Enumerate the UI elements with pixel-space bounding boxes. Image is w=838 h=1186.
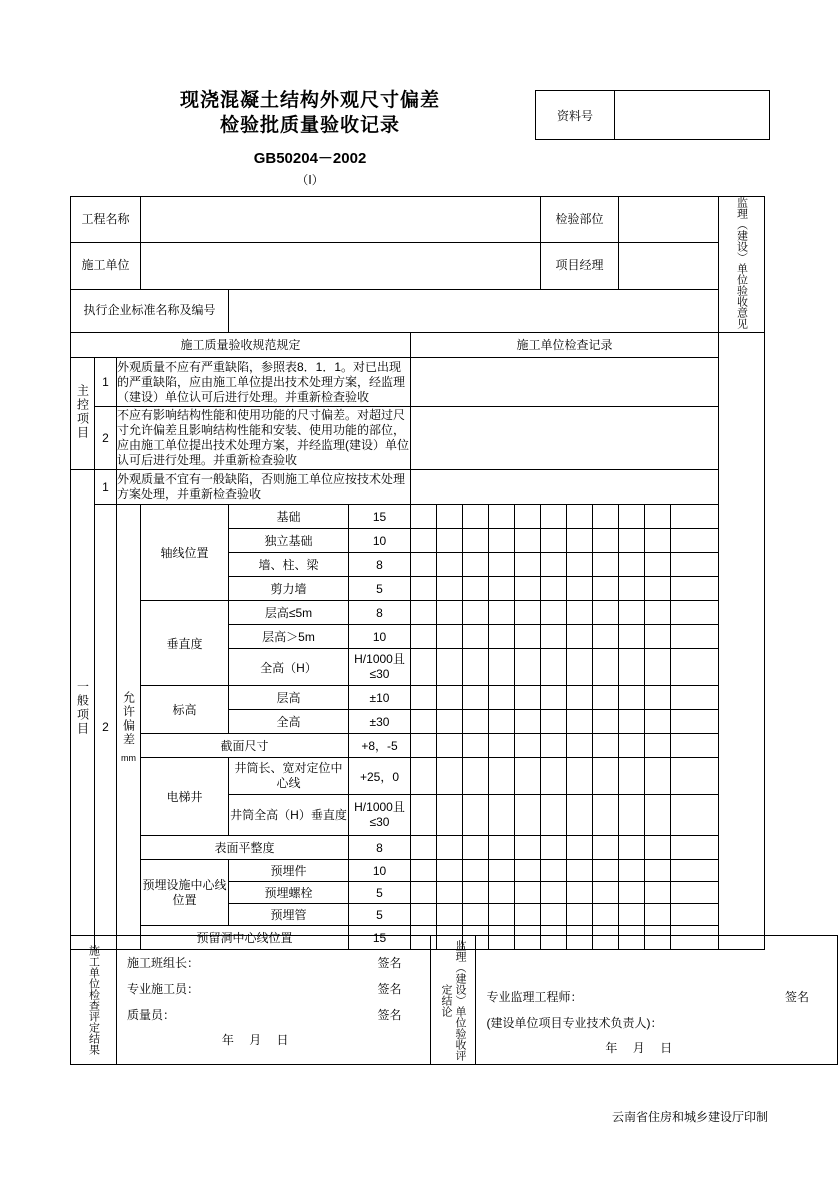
row-construction-unit <box>71 243 765 289</box>
main-item-2-text: 不应有影响结构性能和使用功能的尺寸偏差。对超过尺寸允许偏差且影响结构性能和安装、使用功能的部位，应由施工单位提出技术处理方案，并经监理(建设）单位认可后进行处理。并重新检查验收 <box>117 407 411 470</box>
record-cell[interactable] <box>515 860 541 882</box>
tolerance-label: 允许偏差 <box>121 690 136 747</box>
record-cell[interactable] <box>463 882 489 904</box>
record-cell[interactable] <box>671 710 719 734</box>
doc-no-value[interactable] <box>615 91 769 139</box>
tolerance-group: 电梯井 <box>141 758 229 836</box>
record-cell[interactable] <box>671 860 719 882</box>
record-cell[interactable] <box>593 577 619 601</box>
footer-note: 云南省住房和城乡建设厅印制 <box>611 1110 768 1124</box>
doc-no-label: 资料号 <box>536 91 615 139</box>
record-cell[interactable] <box>515 758 541 795</box>
tolerance-item: 表面平整度 <box>141 836 349 860</box>
record-cell[interactable] <box>567 625 593 649</box>
record-cell[interactable] <box>515 577 541 601</box>
record-cell[interactable] <box>593 553 619 577</box>
construction-check-label: 施工单位检查评定结果 <box>87 945 100 1055</box>
record-cell[interactable] <box>619 505 645 529</box>
table-row <box>71 686 765 710</box>
record-cell[interactable] <box>541 710 567 734</box>
tolerance-item: 预埋件 <box>229 860 349 882</box>
tolerance-value: +8，-5 <box>349 734 411 758</box>
record-cell[interactable] <box>619 601 645 625</box>
row-project-name <box>71 197 765 243</box>
header-record: 施工单位检查记录 <box>411 333 719 358</box>
conclusion-row <box>71 936 838 1065</box>
record-cell[interactable] <box>515 601 541 625</box>
record-cell[interactable] <box>437 904 463 926</box>
record-cell[interactable] <box>567 734 593 758</box>
record-cell[interactable] <box>463 529 489 553</box>
record-cell[interactable] <box>541 649 567 686</box>
construction-signature-area[interactable] <box>116 936 430 1065</box>
record-cell[interactable] <box>593 649 619 686</box>
record-cell[interactable] <box>515 625 541 649</box>
record-cell[interactable] <box>437 882 463 904</box>
record-cell[interactable] <box>515 649 541 686</box>
record-cell[interactable] <box>489 649 515 686</box>
record-cell[interactable] <box>463 795 489 836</box>
record-cell[interactable] <box>489 625 515 649</box>
record-cell[interactable] <box>567 529 593 553</box>
tolerance-value: 15 <box>349 926 411 950</box>
record-cell[interactable] <box>541 860 567 882</box>
record-cell[interactable] <box>411 734 437 758</box>
label-enterprise-standard: 执行企业标准名称及编号 <box>71 289 229 332</box>
record-cell[interactable] <box>541 795 567 836</box>
main-table <box>70 196 765 950</box>
record-cell[interactable] <box>567 882 593 904</box>
tolerance-item: 层高≤5m <box>229 601 349 625</box>
record-cell[interactable] <box>619 577 645 601</box>
record-cell[interactable] <box>515 553 541 577</box>
record-cell[interactable] <box>619 734 645 758</box>
record-cell[interactable] <box>411 904 437 926</box>
tolerance-value: 10 <box>349 625 411 649</box>
record-cell[interactable] <box>515 882 541 904</box>
record-cell[interactable] <box>645 505 671 529</box>
tolerance-value: ±30 <box>349 710 411 734</box>
tolerance-item: 预留洞中心线位置 <box>141 926 349 950</box>
record-cell[interactable] <box>671 649 719 686</box>
record-cell[interactable] <box>489 904 515 926</box>
tolerance-item: 剪力墙 <box>229 577 349 601</box>
record-cell[interactable] <box>463 904 489 926</box>
record-cell[interactable] <box>619 686 645 710</box>
record-cell[interactable] <box>645 649 671 686</box>
table-row <box>71 860 765 882</box>
record-cell[interactable] <box>463 505 489 529</box>
record-cell[interactable] <box>541 882 567 904</box>
tolerance-item: 全高 <box>229 710 349 734</box>
label-project-manager: 项目经理 <box>541 243 619 289</box>
record-cell[interactable] <box>515 904 541 926</box>
record-cell[interactable] <box>489 577 515 601</box>
record-cell[interactable] <box>541 686 567 710</box>
record-cell[interactable] <box>671 758 719 795</box>
record-cell[interactable] <box>437 505 463 529</box>
tolerance-value: 10 <box>349 860 411 882</box>
main-item-2-no: 2 <box>95 407 117 470</box>
record-cell[interactable] <box>411 758 437 795</box>
group-main-items-label: 主控项目 <box>75 384 90 440</box>
record-cell[interactable] <box>489 686 515 710</box>
title-line-1: 现浇混凝土结构外观尺寸偏差 <box>179 90 440 111</box>
record-cell[interactable] <box>515 836 541 860</box>
record-cell[interactable] <box>619 904 645 926</box>
label-construction-unit: 施工单位 <box>71 243 141 289</box>
tolerance-group: 轴线位置 <box>141 505 229 601</box>
record-cell[interactable] <box>567 577 593 601</box>
supervision-opinion-label: 监理（建设）单位验收意见 <box>735 197 748 329</box>
record-cell[interactable] <box>645 686 671 710</box>
main-item-1-no: 1 <box>95 358 117 407</box>
general-item-1-no: 1 <box>95 470 117 505</box>
record-cell[interactable] <box>515 734 541 758</box>
record-cell[interactable] <box>411 553 437 577</box>
record-cell[interactable] <box>619 553 645 577</box>
supervision-signature-area[interactable] <box>476 936 838 1065</box>
quality-inspector-row <box>117 1002 430 1028</box>
tolerance-value: 8 <box>349 553 411 577</box>
record-cell[interactable] <box>671 553 719 577</box>
record-cell[interactable] <box>463 649 489 686</box>
record-cell[interactable] <box>645 577 671 601</box>
tolerance-value: 5 <box>349 904 411 926</box>
record-cell[interactable] <box>619 795 645 836</box>
row-main-item-1 <box>71 358 765 407</box>
record-cell[interactable] <box>515 529 541 553</box>
construction-unit-person-label: (建设单位项目专业技术负责人)： <box>486 1016 663 1030</box>
record-cell[interactable] <box>541 904 567 926</box>
professional-worker-row <box>117 976 430 1002</box>
record-cell[interactable] <box>645 860 671 882</box>
construction-date[interactable]: 年 月 日 <box>221 1033 295 1047</box>
record-cell[interactable] <box>619 529 645 553</box>
record-cell[interactable] <box>567 553 593 577</box>
row-general-item-1 <box>71 470 765 505</box>
record-cell[interactable] <box>671 795 719 836</box>
record-cell[interactable] <box>411 625 437 649</box>
record-cell[interactable] <box>567 860 593 882</box>
general-item-2-no: 2 <box>95 505 117 950</box>
record-cell[interactable] <box>411 836 437 860</box>
record-cell[interactable] <box>515 710 541 734</box>
tolerance-value: ±10 <box>349 686 411 710</box>
record-cell[interactable] <box>463 577 489 601</box>
record-cell[interactable] <box>411 505 437 529</box>
record-cell[interactable] <box>411 882 437 904</box>
record-cell[interactable] <box>411 795 437 836</box>
record-cell[interactable] <box>489 795 515 836</box>
group-general-items <box>71 470 95 950</box>
supervision-engineer-row <box>476 984 837 1010</box>
table-row <box>71 836 765 860</box>
record-cell[interactable] <box>541 577 567 601</box>
record-cell[interactable] <box>541 553 567 577</box>
record-cell[interactable] <box>515 795 541 836</box>
tolerance-value: H/1000且≤30 <box>349 795 411 836</box>
record-cell[interactable] <box>645 710 671 734</box>
team-leader-row <box>117 950 430 976</box>
record-cell[interactable] <box>671 734 719 758</box>
record-cell[interactable] <box>671 836 719 860</box>
record-cell[interactable] <box>489 882 515 904</box>
record-cell[interactable] <box>437 758 463 795</box>
record-cell[interactable] <box>593 601 619 625</box>
tolerance-group: 标高 <box>141 686 229 734</box>
tolerance-item: 层高 <box>229 686 349 710</box>
tolerance-item: 墙、柱、梁 <box>229 553 349 577</box>
tolerance-value: 15 <box>349 505 411 529</box>
record-cell[interactable] <box>541 505 567 529</box>
record-cell[interactable] <box>619 649 645 686</box>
supervision-conclusion-label: 监理（建设）单位验收评定结论 <box>440 939 466 1061</box>
record-cell[interactable] <box>567 505 593 529</box>
team-leader-label: 施工班组长： <box>126 956 199 970</box>
professional-worker-label: 专业施工员： <box>126 982 199 996</box>
record-cell[interactable] <box>619 836 645 860</box>
record-cell[interactable] <box>463 553 489 577</box>
main-item-2-record[interactable] <box>411 407 719 470</box>
record-cell[interactable] <box>567 904 593 926</box>
record-cell[interactable] <box>671 505 719 529</box>
tolerance-value: H/1000且≤30 <box>349 649 411 686</box>
record-cell[interactable] <box>411 860 437 882</box>
record-cell[interactable] <box>567 758 593 795</box>
record-cell[interactable] <box>541 758 567 795</box>
row-main-item-2 <box>71 407 765 470</box>
record-cell[interactable] <box>645 553 671 577</box>
record-cell[interactable] <box>437 795 463 836</box>
tolerance-item: 层高＞5m <box>229 625 349 649</box>
record-cell[interactable] <box>619 882 645 904</box>
record-cell[interactable] <box>593 710 619 734</box>
record-cell[interactable] <box>515 686 541 710</box>
record-cell[interactable] <box>671 529 719 553</box>
tolerance-value: 8 <box>349 601 411 625</box>
record-cell[interactable] <box>645 529 671 553</box>
record-cell[interactable] <box>411 601 437 625</box>
record-cell[interactable] <box>437 553 463 577</box>
header-spec: 施工质量验收规范规定 <box>71 333 411 358</box>
tolerance-group: 预埋设施中心线位置 <box>141 860 229 926</box>
tolerance-value: +25，0 <box>349 758 411 795</box>
tolerance-unit: mm <box>121 752 136 763</box>
doc-no-box <box>535 90 770 140</box>
tolerance-item: 独立基础 <box>229 529 349 553</box>
record-cell[interactable] <box>671 904 719 926</box>
record-cell[interactable] <box>489 836 515 860</box>
record-cell[interactable] <box>671 601 719 625</box>
record-cell[interactable] <box>437 836 463 860</box>
record-cell[interactable] <box>541 625 567 649</box>
record-cell[interactable] <box>567 836 593 860</box>
document-title <box>70 88 550 188</box>
record-cell[interactable] <box>411 529 437 553</box>
record-cell[interactable] <box>489 505 515 529</box>
conclusion-table <box>70 935 838 1065</box>
record-cell[interactable] <box>437 686 463 710</box>
supervision-engineer-sign[interactable]: 签名 <box>784 990 809 1004</box>
tolerance-value: 8 <box>349 836 411 860</box>
record-cell[interactable] <box>463 601 489 625</box>
table-row <box>71 601 765 625</box>
record-cell[interactable] <box>437 577 463 601</box>
record-cell[interactable] <box>437 710 463 734</box>
group-general-items-label: 一般项目 <box>75 680 90 736</box>
tolerance-item: 预埋螺栓 <box>229 882 349 904</box>
record-cell[interactable] <box>593 625 619 649</box>
record-cell[interactable] <box>489 553 515 577</box>
supervision-opinion-area[interactable] <box>719 333 765 950</box>
record-cell[interactable] <box>645 882 671 904</box>
record-cell[interactable] <box>671 882 719 904</box>
record-cell[interactable] <box>593 686 619 710</box>
general-item-1-record[interactable] <box>411 470 719 505</box>
row-enterprise-standard <box>71 289 765 332</box>
tolerance-label-cell <box>117 505 141 950</box>
supervision-engineer-label: 专业监理工程师： <box>486 990 583 1004</box>
section-label: （Ⅰ） <box>296 173 324 187</box>
record-cell[interactable] <box>619 625 645 649</box>
record-cell[interactable] <box>593 882 619 904</box>
record-cell[interactable] <box>541 836 567 860</box>
record-cell[interactable] <box>411 577 437 601</box>
record-cell[interactable] <box>671 686 719 710</box>
record-cell[interactable] <box>593 860 619 882</box>
record-cell[interactable] <box>671 625 719 649</box>
tolerance-item: 全高（H） <box>229 649 349 686</box>
record-cell[interactable] <box>437 734 463 758</box>
record-cell[interactable] <box>645 758 671 795</box>
construction-unit-person-row <box>476 1010 837 1036</box>
team-leader-sign[interactable]: 签名 <box>377 956 402 970</box>
record-cell[interactable] <box>411 710 437 734</box>
record-cell[interactable] <box>541 529 567 553</box>
record-cell[interactable] <box>619 860 645 882</box>
construction-check-label-cell <box>71 936 117 1065</box>
record-cell[interactable] <box>645 601 671 625</box>
record-cell[interactable] <box>645 836 671 860</box>
record-cell[interactable] <box>619 758 645 795</box>
supervision-conclusion-label-cell <box>430 936 476 1065</box>
record-cell[interactable] <box>463 734 489 758</box>
tolerance-item: 预埋管 <box>229 904 349 926</box>
record-cell[interactable] <box>515 505 541 529</box>
tolerance-item: 基础 <box>229 505 349 529</box>
record-cell[interactable] <box>645 734 671 758</box>
tolerance-value: 10 <box>349 529 411 553</box>
record-cell[interactable] <box>463 686 489 710</box>
record-cell[interactable] <box>593 529 619 553</box>
record-cell[interactable] <box>671 577 719 601</box>
table-row <box>71 505 765 529</box>
record-cell[interactable] <box>645 904 671 926</box>
record-cell[interactable] <box>567 710 593 734</box>
record-cell[interactable] <box>593 505 619 529</box>
quality-inspector-label: 质量员： <box>126 1008 175 1022</box>
record-cell[interactable] <box>463 710 489 734</box>
record-cell[interactable] <box>567 686 593 710</box>
record-cell[interactable] <box>489 860 515 882</box>
record-cell[interactable] <box>463 758 489 795</box>
table-row <box>71 758 765 795</box>
record-cell[interactable] <box>489 710 515 734</box>
record-cell[interactable] <box>489 529 515 553</box>
main-item-1-text: 外观质量不应有严重缺陷，参照表8．1．1。对已出现的严重缺陷，应由施工单位提出技术处理方案，经监理（建设）单位认可后进行处理。并重新检查验收 <box>117 358 411 407</box>
supervision-opinion-header <box>719 197 765 333</box>
record-cell[interactable] <box>593 795 619 836</box>
tolerance-value: 5 <box>349 882 411 904</box>
tolerance-item: 井筒长、宽对定位中心线 <box>229 758 349 795</box>
title-line-2: 检验批质量验收记录 <box>219 115 400 136</box>
record-cell[interactable] <box>411 649 437 686</box>
label-inspection-part: 检验部位 <box>541 197 619 243</box>
group-main-items <box>71 358 95 470</box>
record-cell[interactable] <box>593 904 619 926</box>
record-cell[interactable] <box>593 836 619 860</box>
record-cell[interactable] <box>567 649 593 686</box>
table-row <box>71 734 765 758</box>
value-enterprise-standard[interactable] <box>229 289 719 332</box>
record-cell[interactable] <box>593 758 619 795</box>
tolerance-item: 井筒全高（H）垂直度 <box>229 795 349 836</box>
record-cell[interactable] <box>411 686 437 710</box>
tolerance-item: 截面尺寸 <box>141 734 349 758</box>
value-project-name[interactable] <box>141 197 541 243</box>
record-cell[interactable] <box>567 601 593 625</box>
record-cell[interactable] <box>463 625 489 649</box>
record-cell[interactable] <box>489 758 515 795</box>
main-item-1-record[interactable] <box>411 358 719 407</box>
record-cell[interactable] <box>437 601 463 625</box>
value-inspection-part[interactable] <box>619 197 719 243</box>
record-cell[interactable] <box>593 734 619 758</box>
row-column-headers <box>71 333 765 358</box>
record-cell[interactable] <box>645 625 671 649</box>
record-cell[interactable] <box>489 734 515 758</box>
tolerance-value: 5 <box>349 577 411 601</box>
tolerance-group: 垂直度 <box>141 601 229 686</box>
record-cell[interactable] <box>437 529 463 553</box>
value-construction-unit[interactable] <box>141 243 541 289</box>
record-cell[interactable] <box>619 710 645 734</box>
record-cell[interactable] <box>541 734 567 758</box>
record-cell[interactable] <box>645 795 671 836</box>
record-cell[interactable] <box>463 836 489 860</box>
quality-inspector-sign[interactable]: 签名 <box>377 1008 402 1022</box>
general-item-1-text: 外观质量不宜有一般缺陷，否则施工单位应按技术处理方案处理，并重新检查验收 <box>117 470 411 505</box>
record-cell[interactable] <box>463 860 489 882</box>
record-cell[interactable] <box>437 860 463 882</box>
supervision-date[interactable]: 年 月 日 <box>605 1041 679 1055</box>
value-project-manager[interactable] <box>619 243 719 289</box>
professional-worker-sign[interactable]: 签名 <box>377 982 402 996</box>
record-cell[interactable] <box>567 795 593 836</box>
record-cell[interactable] <box>437 625 463 649</box>
record-cell[interactable] <box>541 601 567 625</box>
record-cell[interactable] <box>489 601 515 625</box>
record-cell[interactable] <box>437 649 463 686</box>
label-project-name: 工程名称 <box>71 197 141 243</box>
standard-code: GB50204－2002 <box>253 150 367 167</box>
